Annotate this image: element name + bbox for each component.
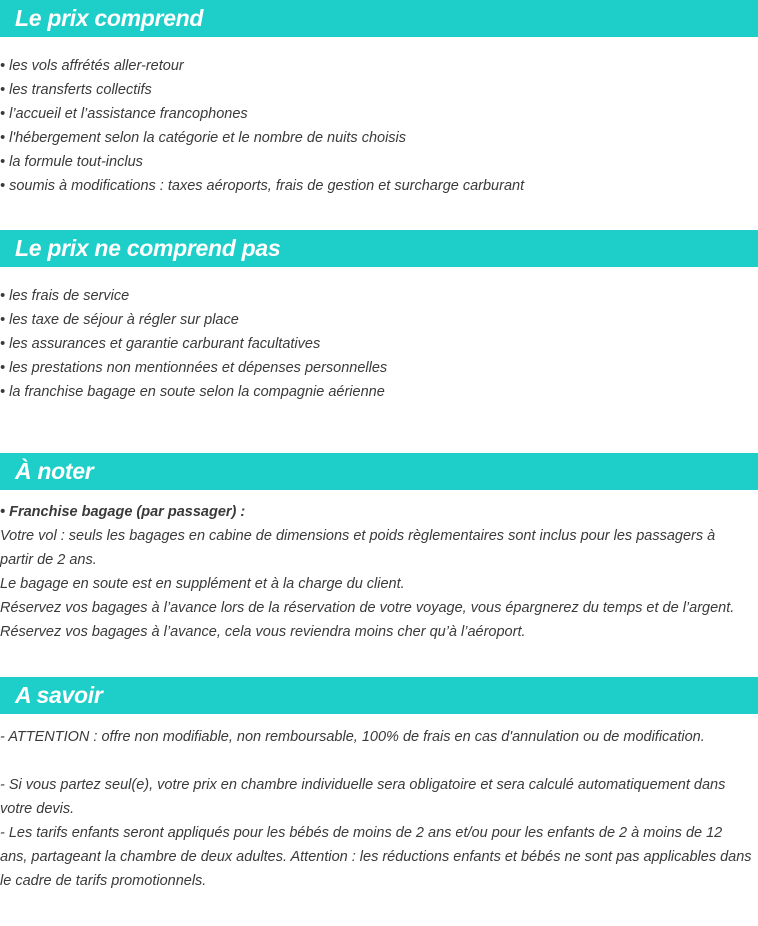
spacer <box>0 749 758 773</box>
list-item: • les vols affrétés aller-retour <box>0 58 184 74</box>
list-item: • les assurances et garantie carburant facultatives <box>0 336 321 352</box>
list-item: • les frais de service <box>0 288 130 304</box>
section-header-good-to-know <box>0 677 758 714</box>
list-item: • la formule tout-inclus <box>0 154 143 170</box>
list-item: • l'hébergement selon la catégorie et le nombre de nuits choisis <box>0 130 407 146</box>
section-title-notes: À noter <box>15 458 94 484</box>
included-list <box>0 37 758 230</box>
section-header-not-included <box>0 230 758 267</box>
notes-paragraph: Votre vol : seuls les bagages en cabine de dimensions et poids règlementaires sont inclus pour les passagers à partir de 2 ans. <box>0 528 716 568</box>
list-item: • les transferts collectifs <box>0 82 152 98</box>
notes-heading: • Franchise bagage (par passager) : <box>0 504 246 520</box>
notes-paragraph: Réservez vos bagages à l’avance lors de la réservation de votre voyage, vous épargnerez du temps et de l’argent. <box>0 600 735 616</box>
info-paragraph: - Si vous partez seul(e), votre prix en chambre individuelle sera obligatoire et sera calculé automatiquement dans votre devis. <box>0 777 726 817</box>
list-item: • les prestations non mentionnées et dépenses personnelles <box>0 360 388 376</box>
section-title-good-to-know: A savoir <box>15 682 103 708</box>
not-included-list <box>0 267 758 453</box>
section-title-not-included: Le prix ne comprend pas <box>15 235 281 261</box>
list-item: • l’accueil et l’assistance francophones <box>0 106 248 122</box>
section-header-notes <box>0 453 758 490</box>
list-item: • soumis à modifications : taxes aéroports, frais de gestion et surcharge carburant <box>0 178 525 194</box>
notes-paragraph: Réservez vos bagages à l’avance, cela vous reviendra moins cher qu’à l’aéroport. <box>0 624 526 640</box>
list-item: • la franchise bagage en soute selon la compagnie aérienne <box>0 384 385 400</box>
info-paragraph: - ATTENTION : offre non modifiable, non remboursable, 100% de frais en cas d'annulation ou de modification. <box>0 729 705 745</box>
notes-paragraph: Le bagage en soute est en supplément et à la charge du client. <box>0 576 405 592</box>
notes-content <box>0 490 758 677</box>
section-header-included <box>0 0 758 37</box>
info-paragraph: - Les tarifs enfants seront appliqués pour les bébés de moins de 2 ans et/ou pour les enfants de 2 à moins de 12 ans, partageant la chambre de deux adultes. Attention : les réductions enfants et bébés ne sont pas applicables dans le cadre de tarifs promotionnels. <box>0 825 752 889</box>
list-item: • les taxe de séjour à régler sur place <box>0 312 239 328</box>
good-to-know-content <box>0 714 758 893</box>
section-title-included: Le prix comprend <box>15 5 204 31</box>
